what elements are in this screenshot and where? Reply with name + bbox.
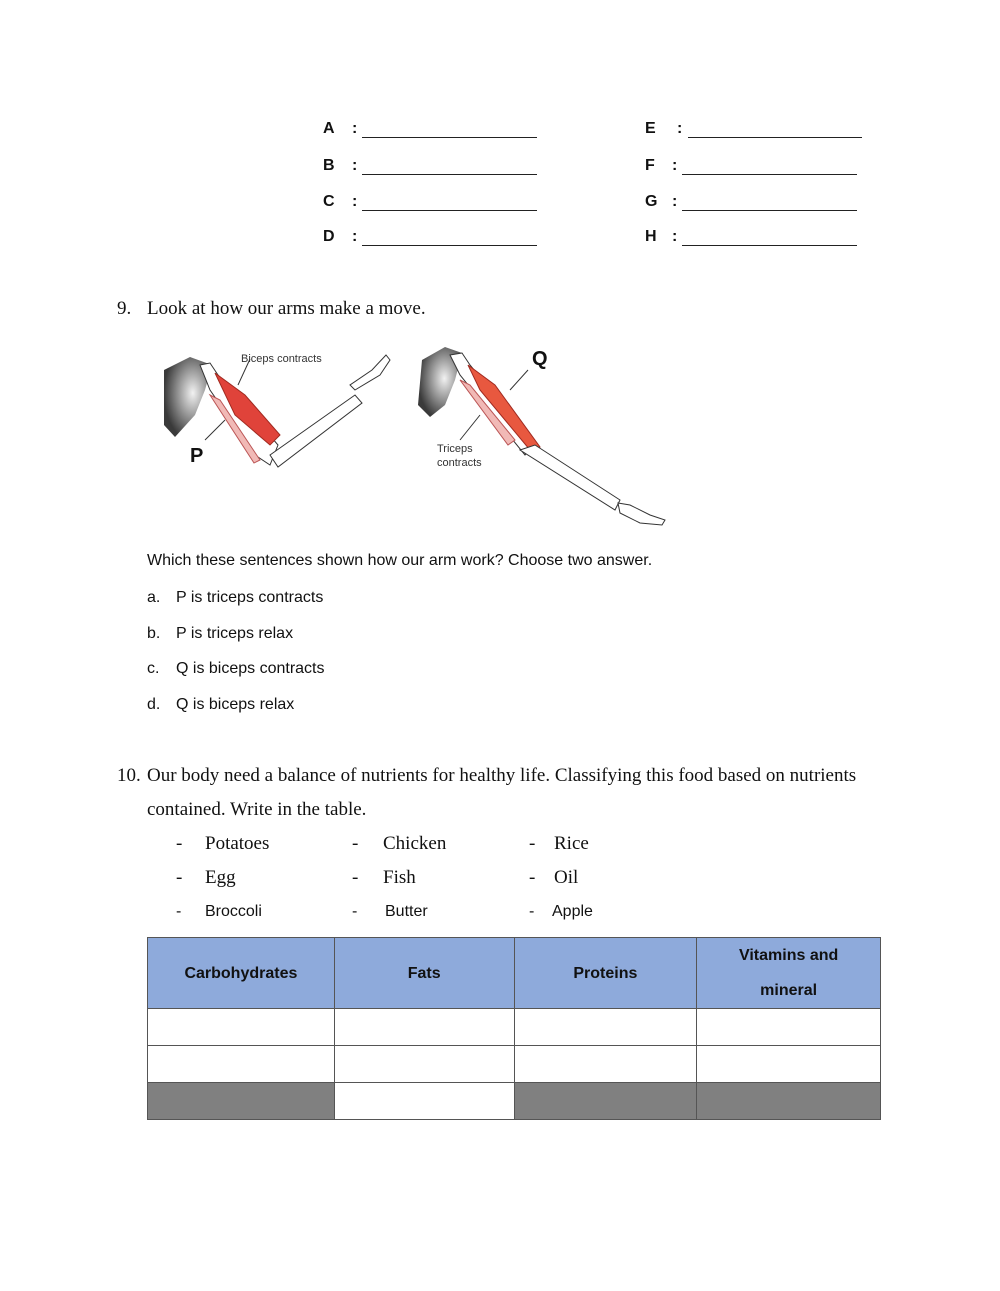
header-line: mineral [760,982,818,999]
answer-blank-a[interactable] [362,137,537,138]
option-b[interactable]: P is triceps relax [176,625,294,642]
answer-blank-e[interactable] [688,137,862,138]
straight-arm-illustration [418,347,665,525]
question-prompt: Which these sentences shown how our arm work? Choose two answer. [147,552,653,569]
header-line: Vitamins and [738,947,839,964]
answer-blank-h[interactable] [682,245,857,246]
option-a[interactable]: P is triceps contracts [176,589,324,606]
bullet-dash: - [352,903,358,920]
food-item: Rice [554,833,589,854]
label-letter: F [645,157,655,174]
header-vitamins-minerals [697,938,881,1009]
shaded-cell [514,1083,697,1120]
question-number: 10. [117,765,141,786]
label-colon: : [672,228,678,245]
bullet-dash: - [529,867,536,888]
label-letter: D [323,228,335,245]
label-letter: E [645,120,656,137]
option-d[interactable]: Q is biceps relax [176,696,295,713]
question-number: 9. [117,298,132,319]
biceps-caption: Biceps contracts [241,353,322,365]
nutrient-classification-table [147,937,881,1120]
answer-blank-c[interactable] [362,210,537,211]
food-item: Butter [385,903,428,920]
table-header-row [148,938,881,1009]
label-q: Q [532,348,548,370]
answer-cell[interactable] [148,1046,335,1083]
label-colon: : [677,120,683,137]
label-colon: : [672,157,678,174]
answer-cell[interactable] [697,1009,881,1046]
label-colon: : [672,193,678,210]
header-carbohydrates: Carbohydrates [148,938,335,1009]
bullet-dash: - [352,867,359,888]
label-letter: B [323,157,335,174]
answer-blank-d[interactable] [362,245,537,246]
triceps-caption: contracts [437,457,482,469]
option-letter: b. [147,625,161,642]
shaded-cell [697,1083,881,1120]
food-item: Apple [552,903,593,920]
question-text: contained. Write in the table. [147,799,367,820]
bullet-dash: - [529,903,535,920]
answer-cell[interactable] [334,1046,514,1083]
header-proteins: Proteins [514,938,697,1009]
answer-cell[interactable] [514,1046,697,1083]
bullet-dash: - [352,833,359,854]
answer-blank-b[interactable] [362,174,537,175]
option-letter: d. [147,696,161,713]
bullet-dash: - [176,867,183,888]
food-item: Egg [205,867,236,888]
label-p: P [190,445,204,467]
answer-blank-f[interactable] [682,174,857,175]
food-item: Potatoes [205,833,270,854]
arm-muscles-figure [150,335,680,535]
label-letter: H [645,228,657,245]
header-fats: Fats [334,938,514,1009]
option-letter: c. [147,660,160,677]
bullet-dash: - [176,903,182,920]
table-row [148,1009,881,1046]
label-colon: : [352,120,358,137]
answer-cell[interactable] [697,1046,881,1083]
option-c[interactable]: Q is biceps contracts [176,660,325,677]
triceps-caption: Triceps [437,443,473,455]
bullet-dash: - [176,833,183,854]
table-row [148,1083,881,1120]
answer-cell[interactable] [148,1009,335,1046]
option-letter: a. [147,589,161,606]
label-colon: : [352,228,358,245]
bullet-dash: - [529,833,536,854]
label-colon: : [352,157,358,174]
answer-cell[interactable] [334,1083,514,1120]
shaded-cell [148,1083,335,1120]
label-letter: G [645,193,658,210]
food-item: Fish [383,867,416,888]
table-row [148,1046,881,1083]
label-colon: : [352,193,358,210]
food-item: Oil [554,867,579,888]
question-text: Our body need a balance of nutrients for healthy life. Classifying this food based on nutrients [147,765,857,786]
question-text: Look at how our arms make a move. [147,298,426,319]
answer-cell[interactable] [514,1009,697,1046]
food-item: Chicken [383,833,447,854]
food-item: Broccoli [205,903,262,920]
label-letter: A [323,120,335,137]
label-letter: C [323,193,335,210]
answer-cell[interactable] [334,1009,514,1046]
answer-blank-g[interactable] [682,210,857,211]
